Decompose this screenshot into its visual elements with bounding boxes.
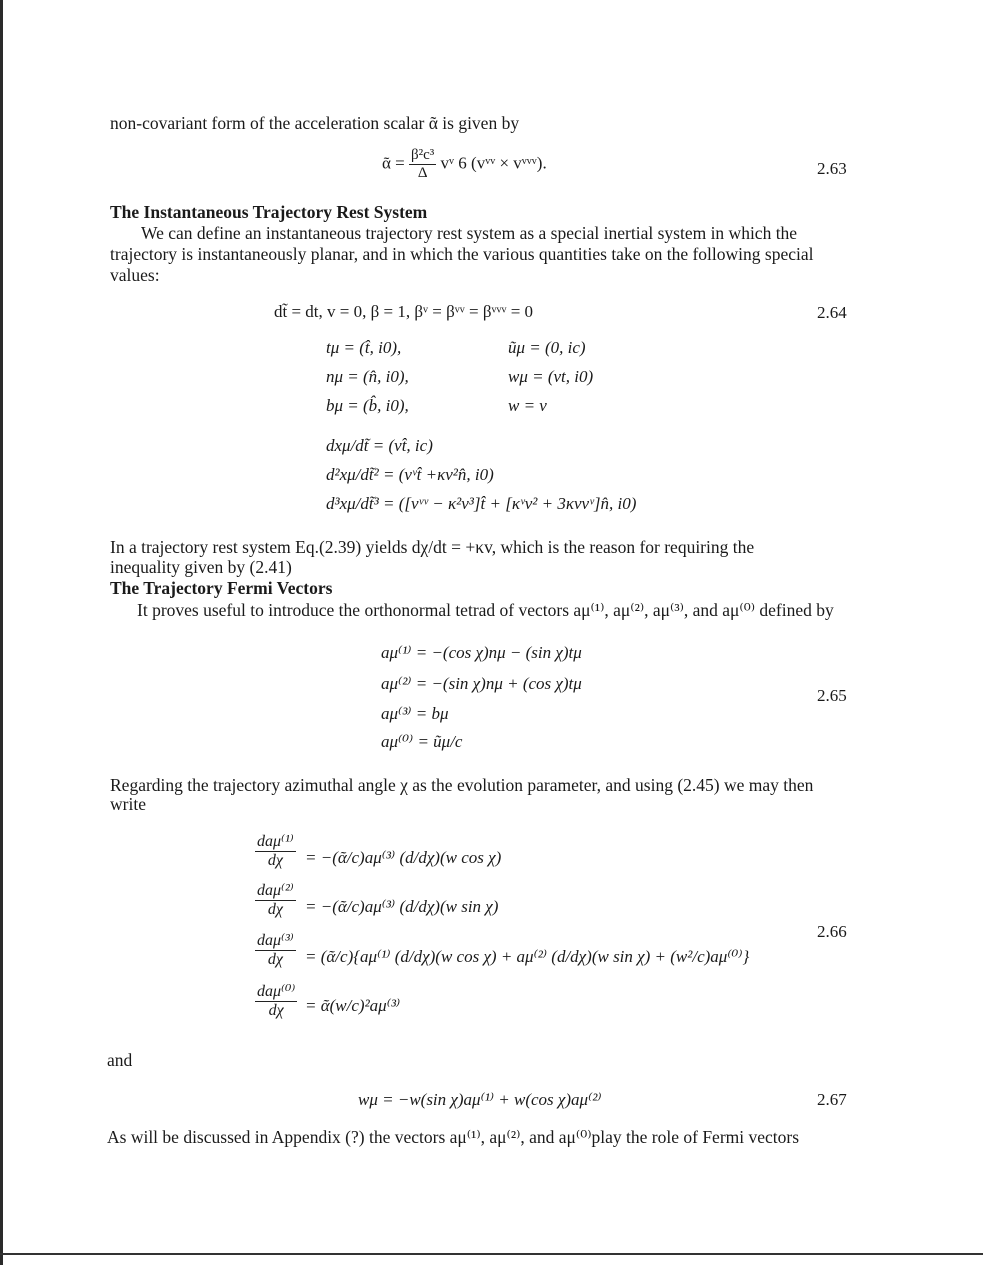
eq-binormal: bμ = (b̂, i0), [326, 396, 409, 415]
eq-tangent: tμ = (t̂, i0), [326, 338, 402, 357]
equation-number-2-64: 2.64 [817, 303, 847, 322]
eq-velocity-4: ũμ = (0, ic) [508, 338, 586, 357]
fraction-numerator: daμ⁽³⁾ [257, 932, 294, 949]
eq-a2: aμ⁽²⁾ = −(sin χ)nμ + (cos χ)tμ [381, 674, 582, 693]
eq-lhs: ᾶ = [382, 153, 405, 173]
paragraph-3-line-1: In a trajectory rest system Eq.(2.39) yields dχ/dt = +κv, which is the reason for requiring the [110, 537, 755, 557]
eq266-lhs-3 [255, 932, 296, 969]
fraction-numerator: daμ⁽²⁾ [257, 882, 294, 899]
fraction-denominator: Δ [417, 165, 428, 181]
heading-fermi-vectors: The Trajectory Fermi Vectors [110, 578, 333, 598]
fraction-numerator: β²c³ [411, 147, 435, 163]
equation-2-63 [382, 147, 547, 182]
paragraph-2-line-1: We can define an instantaneous trajectory rest system as a special inertial system in which the [141, 223, 798, 243]
fraction-denominator: dχ [268, 1002, 284, 1019]
equation-number-2-63: 2.63 [817, 159, 847, 178]
fraction-numerator: daμ⁽¹⁾ [257, 833, 294, 850]
eq266-rhs-2: = −(ᾶ/c)aμ⁽³⁾ (d/dχ)(w sin χ) [305, 897, 499, 916]
fraction-denominator: dχ [267, 852, 283, 869]
fraction-numerator: daμ⁽⁰⁾ [257, 983, 296, 1000]
eq-normal: nμ = (n̂, i0), [326, 367, 409, 386]
fraction-denominator: dχ [267, 901, 283, 918]
eq-a3: aμ⁽³⁾ = bμ [381, 704, 449, 723]
eq266-rhs-4: = ᾶ(w/c)²aμ⁽³⁾ [305, 996, 401, 1015]
eq266-rhs-1: = −(ᾶ/c)aμ⁽³⁾ (d/dχ)(w cos χ) [305, 848, 502, 867]
word-and: and [107, 1050, 133, 1070]
eq266-lhs-2 [255, 882, 296, 919]
scan-edge [0, 0, 3, 1265]
eq-deriv-2: d²xμ/dt̃² = (vᵛt̂ +κv²n̂, i0) [326, 465, 494, 484]
eq266-lhs-4 [255, 983, 297, 1020]
eq-w: w = v [508, 396, 547, 415]
eq-w-mu: wμ = (vt, i0) [508, 367, 594, 386]
paragraph-4: It proves useful to introduce the orthonormal tetrad of vectors aμ⁽¹⁾, aμ⁽²⁾, aμ⁽³⁾, and aμ⁽⁰⁾ defined by [137, 600, 834, 620]
equation-number-2-65: 2.65 [817, 686, 847, 705]
equation-number-2-66: 2.66 [817, 922, 847, 941]
paragraph-1: non-covariant form of the acceleration scalar ᾶ is given by [110, 113, 520, 133]
paragraph-2-line-2: trajectory is instantaneously planar, and in which the various quantities take on the following special [110, 244, 814, 264]
eq266-lhs-1 [255, 833, 296, 870]
paragraph-2-line-3: values: [110, 265, 160, 285]
eq-a1: aμ⁽¹⁾ = −(cos χ)nμ − (sin χ)tμ [381, 643, 582, 662]
paragraph-3-line-2: inequality given by (2.41) [110, 557, 292, 577]
eq-deriv-3: d³xμ/dt̃³ = ([vᵛᵛ − κ²v³]t̂ + [κᵛv² + 3κvvᵛ]n̂, i0) [326, 494, 637, 513]
equation-2-64-line-1: dt̃ = dt, v = 0, β = 1, βᵛ = βᵛᵛ = βᵛᵛᵛ = 0 [274, 302, 534, 321]
eq-a0: aμ⁽⁰⁾ = ũμ/c [381, 732, 463, 751]
paragraph-6: As will be discussed in Appendix (?) the vectors aμ⁽¹⁾, aμ⁽²⁾, and aμ⁽⁰⁾play the role of Fermi vectors [107, 1127, 800, 1147]
scan-bottom-edge [0, 1253, 983, 1255]
heading-rest-system: The Instantaneous Trajectory Rest System [110, 202, 428, 222]
eq-fraction [409, 147, 436, 182]
equation-number-2-67: 2.67 [817, 1090, 847, 1109]
paragraph-5-line-2: write [110, 794, 146, 814]
paragraph-5-line-1: Regarding the trajectory azimuthal angle χ as the evolution parameter, and using (2.45) we may then [110, 775, 814, 795]
eq-deriv-1: dxμ/dt̃ = (vt̂, ic) [326, 436, 433, 455]
equation-2-67: wμ = −w(sin χ)aμ⁽¹⁾ + w(cos χ)aμ⁽²⁾ [358, 1090, 602, 1109]
fraction-denominator: dχ [267, 951, 283, 968]
eq-rhs: vᵛ 6 (vᵛᵛ × vᵛᵛᵛ). [440, 153, 547, 173]
eq266-rhs-3: = (ᾶ/c){aμ⁽¹⁾ (d/dχ)(w cos χ) + aμ⁽²⁾ (d/dχ)(w sin χ) + (w²/c)aμ⁽⁰⁾} [305, 947, 750, 966]
